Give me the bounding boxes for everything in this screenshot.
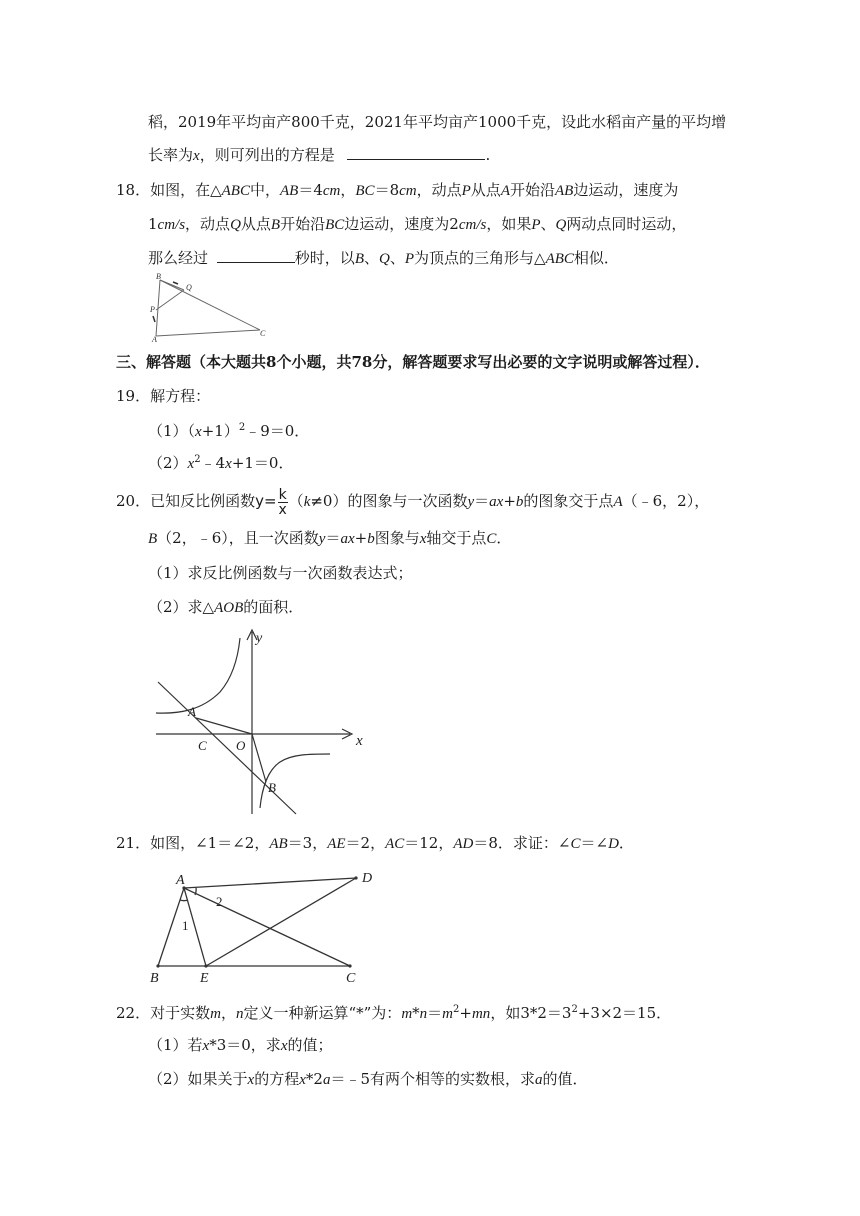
q18-text: ，动点 — [416, 181, 462, 199]
q22-text: 的方程 — [254, 1070, 300, 1088]
q17-line2 — [148, 145, 490, 166]
q22-text: （1）若 — [148, 1036, 203, 1054]
exponent: 2 — [453, 1004, 460, 1015]
q19-title — [116, 386, 210, 406]
q22-text: ＝﹣5有两个相等的实数根，求 — [330, 1070, 535, 1088]
exponent: 2 — [571, 1004, 578, 1015]
question-number: 18． — [116, 181, 151, 199]
q18-text: ，动点 — [185, 215, 231, 233]
unit: cm/s — [157, 217, 186, 233]
var: AC — [385, 836, 405, 852]
q19-text: （2） — [148, 454, 188, 472]
q18-text: 那么经过 — [148, 249, 209, 267]
q19-text: +1＝0． — [231, 454, 294, 472]
q20-text: 图象与 — [374, 529, 420, 547]
var: Q — [555, 217, 567, 233]
q21-geometry-figure — [140, 866, 380, 988]
unit: cm — [399, 183, 417, 199]
q18-text: 中， — [249, 181, 280, 199]
var-x: x — [299, 1072, 306, 1088]
var-x: x — [280, 1038, 288, 1054]
q19-text: ﹣4 — [200, 454, 226, 472]
var: B — [148, 531, 158, 547]
q18-text: 、 — [389, 249, 405, 267]
answer-blank[interactable] — [347, 145, 485, 160]
question-number: 20． — [116, 492, 151, 510]
fraction-k-over-x — [278, 488, 288, 517]
frac-numerator: k — [278, 486, 287, 503]
answer-blank[interactable] — [217, 248, 295, 263]
q22-text: 的值； — [287, 1036, 333, 1054]
var: AB — [269, 836, 288, 852]
var: D — [608, 836, 619, 852]
q20-text: + — [354, 529, 368, 547]
q18-text: ＝8 — [374, 181, 400, 199]
var: ABC — [545, 251, 574, 267]
q22-text: + — [459, 1004, 472, 1022]
var: A — [500, 183, 510, 199]
formula-y-eq: y= — [255, 492, 277, 510]
q18-text: 边运动，速度为 — [573, 181, 679, 199]
var: BC — [355, 183, 375, 199]
point-label-C: C — [198, 738, 207, 753]
var-x: x — [195, 424, 202, 440]
q20-part1 — [148, 563, 413, 583]
var: AB — [555, 183, 574, 199]
q21-text: 如图，∠1＝∠2， — [150, 834, 270, 852]
unit: cm/s — [458, 217, 487, 233]
q20-text: （ — [288, 492, 304, 510]
q21-text: ． — [618, 834, 634, 852]
q21-text: ＝8．求证：∠ — [473, 834, 571, 852]
q20-text: 的图象交于点 — [523, 492, 614, 510]
q20-part2 — [148, 597, 303, 618]
q18-text: 开始沿 — [509, 181, 555, 199]
angle-label-2: 2 — [216, 894, 223, 909]
var: ABC — [221, 183, 250, 199]
q20-line2 — [148, 528, 511, 549]
var: ax — [340, 531, 355, 547]
var: m — [401, 1006, 413, 1022]
var: P — [404, 251, 415, 267]
var: b — [367, 531, 375, 547]
q18-text: 两动点同时运动， — [566, 215, 687, 233]
q19-text: ﹣9＝0． — [245, 422, 310, 440]
unit: cm — [322, 183, 341, 199]
q21-text: ＝∠ — [580, 834, 609, 852]
q18-text: 为顶点的三角形与△ — [414, 249, 546, 267]
var: mn — [471, 1006, 491, 1022]
var: b — [515, 494, 524, 510]
q22-text: *3＝0，求 — [209, 1036, 281, 1054]
var-x: x — [225, 456, 232, 472]
question-number: 19． — [116, 387, 151, 405]
var: Q — [379, 251, 390, 267]
point-label-B: B — [268, 780, 276, 795]
q22-text: 定义一种新运算“*”为： — [243, 1004, 402, 1022]
exponent: 2 — [194, 454, 201, 465]
q22-line1 — [116, 1000, 671, 1024]
q18-line3 — [148, 248, 619, 269]
q20-function-graph — [150, 628, 380, 818]
q20-text: 的面积． — [243, 598, 304, 616]
q18-text: 如图，在△ — [150, 181, 222, 199]
q17-text-1: 稻，2019年平均亩产800千克，2021年平均亩产1000千克，设此水稻亩产量的平均增 — [148, 113, 727, 131]
section-title: 三、解答题（本大题共8个小题，共78分，解答题要求写出必要的文字说明或解答过程）． — [116, 353, 710, 371]
axis-label-x: x — [356, 733, 363, 749]
var: k — [303, 494, 311, 510]
q20-text: 轴交于点 — [426, 529, 487, 547]
point-label-A: A — [188, 704, 196, 719]
var: y — [318, 531, 326, 547]
q18-text: 边运动，速度为2 — [344, 215, 459, 233]
q22-part1 — [148, 1035, 333, 1056]
q20-text: + — [503, 492, 516, 510]
point-label-B: B — [150, 971, 159, 986]
q20-text: （2）求△ — [148, 598, 215, 616]
var: BC — [325, 217, 345, 233]
q20-text: ． — [496, 529, 512, 547]
q18-text: ＝4 — [298, 181, 323, 199]
q19-text: （1）（ — [148, 422, 196, 440]
q17-text: ，则可列出的方程是 — [199, 146, 335, 164]
q18-text: 1 — [148, 215, 158, 233]
q21-text: ＝2， — [345, 834, 386, 852]
var: AE — [327, 836, 346, 852]
q20-text: （1）求反比例函数与一次函数表达式； — [148, 564, 413, 582]
q19-part1 — [148, 418, 309, 442]
var: Q — [230, 217, 241, 233]
var: C — [486, 531, 497, 547]
point-label-O: O — [236, 738, 246, 753]
q18-text: 从点 — [470, 181, 501, 199]
var-x: x — [202, 1038, 210, 1054]
q22-text: * — [412, 1004, 420, 1022]
var: n — [419, 1006, 428, 1022]
var: AOB — [214, 600, 244, 616]
q17-line1 — [148, 112, 726, 132]
var-x: x — [193, 148, 200, 164]
q18-triangle-figure — [140, 270, 270, 342]
exponent: 2 — [238, 422, 246, 433]
var: B — [270, 217, 281, 233]
q20-text: 已知反比例函数 — [150, 492, 256, 510]
q18-text: 相似． — [573, 249, 619, 267]
q20-text: ≠0）的图象与一次函数 — [310, 492, 468, 510]
q18-text: ， — [340, 181, 356, 199]
q18-line1 — [116, 180, 678, 201]
var: AB — [280, 183, 299, 199]
q22-text: ， — [220, 1004, 236, 1022]
var: AD — [453, 836, 474, 852]
axis-label-y: y — [256, 631, 263, 646]
q19-part2 — [148, 450, 293, 474]
q18-text: 从点 — [240, 215, 271, 233]
q22-text: ，如3*2＝3 — [490, 1004, 572, 1022]
var: n — [235, 1006, 244, 1022]
q22-text: *2 — [305, 1070, 323, 1088]
q18-text: 、 — [363, 249, 379, 267]
var: a — [535, 1072, 543, 1088]
var: a — [322, 1072, 331, 1088]
q22-text: ＝ — [427, 1004, 443, 1022]
q18-text: 开始沿 — [280, 215, 326, 233]
section-3-heading — [116, 352, 710, 372]
q20-text: ＝ — [325, 529, 341, 547]
var: A — [613, 494, 623, 510]
question-number: 22． — [116, 1004, 151, 1022]
q22-text: +3×2＝15． — [577, 1004, 672, 1022]
var: B — [354, 251, 364, 267]
q18-text: 、 — [540, 215, 556, 233]
var: C — [570, 836, 581, 852]
q20-text: （2，﹣6），且一次函数 — [157, 529, 319, 547]
var-x: x — [247, 1072, 255, 1088]
var: P — [461, 183, 471, 199]
var-x: x — [187, 456, 195, 472]
q22-part2 — [148, 1069, 588, 1090]
var: m — [442, 1006, 454, 1022]
q19-text: 解方程： — [150, 387, 211, 405]
fig-label-P: P — [150, 305, 155, 314]
var: m — [210, 1006, 221, 1022]
point-label-D: D — [362, 871, 373, 886]
q17-period: . — [485, 146, 491, 164]
frac-denominator: x — [278, 501, 287, 518]
q22-text: 的值． — [542, 1070, 588, 1088]
fig-label-Q: Q — [186, 283, 192, 292]
var: y — [467, 494, 475, 510]
q19-text: +1） — [201, 422, 239, 440]
q20-line1 — [116, 486, 709, 517]
angle-label-1: 1 — [182, 918, 189, 933]
question-number: 21． — [116, 834, 151, 852]
var: P — [531, 217, 541, 233]
q20-text: （﹣6，2）， — [622, 492, 710, 510]
q22-text: （2）如果关于 — [148, 1070, 248, 1088]
q20-text: ＝ — [474, 492, 490, 510]
fig-label-A: A — [152, 335, 157, 342]
q18-text: ，如果 — [486, 215, 532, 233]
q18-line2 — [148, 214, 686, 235]
var: ax — [489, 494, 504, 510]
q17-text: 长率为 — [148, 146, 194, 164]
point-label-A: A — [176, 873, 185, 888]
point-label-C: C — [346, 971, 356, 986]
q18-text: 秒时，以 — [294, 249, 355, 267]
q22-text: 对于实数 — [150, 1004, 211, 1022]
q21-line1 — [116, 833, 634, 854]
q21-text: ＝12， — [404, 834, 454, 852]
q21-text: ＝3， — [287, 834, 328, 852]
point-label-E: E — [200, 971, 209, 986]
fig-label-B: B — [156, 272, 161, 281]
fig-label-C: C — [260, 329, 266, 338]
var: x — [419, 531, 427, 547]
